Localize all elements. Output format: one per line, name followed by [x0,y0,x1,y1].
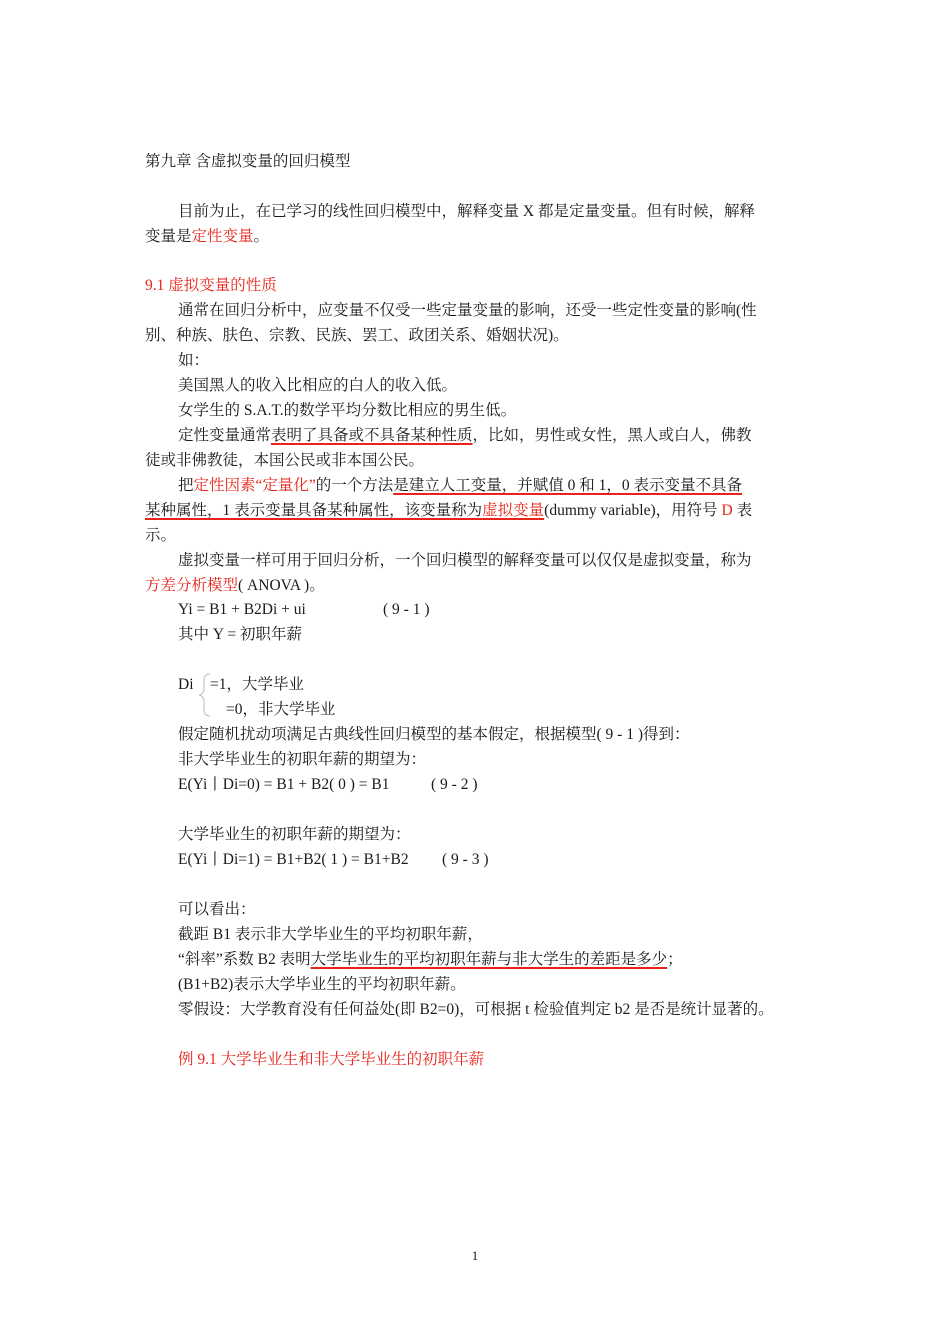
p1-line-1: 通常在回归分析中，应变量不仅受一些定量变量的影响，还受一些定性变量的影响(性 [178,302,757,319]
example-title: 例 9.1 大学毕业生和非大学毕业生的初职年薪 [178,1051,485,1068]
conclusion-1: 截距 B1 表示非大学毕业生的平均初职年薪， [178,926,483,943]
underlined-phrase: 大学毕业生的平均初职年薪与非大学生的差距是多少 [310,951,668,968]
example-1: 美国黑人的收入比相应的白人的收入低。 [178,377,458,394]
nongrad-expectation-label: 非大学毕业生的初职年薪的期望为： [178,751,427,768]
p3-line-3: 示。 [145,527,177,544]
equation-9-1-number: ( 9 - 1 ) [383,601,430,618]
equation-9-3-number: ( 9 - 3 ) [442,851,489,868]
intro-line-1: 目前为止，在已学习的线性回归模型中，解释变量 X 都是定量变量。但有时候，解释 [178,203,755,220]
null-hypothesis: 零假设：大学教育没有任何益处(即 B2=0)，可根据 t 检验值判定 b2 是否是统计显著的。 [178,1001,774,1018]
equation-9-3: E(Yi丨Di=1) = B1+B2( 1 ) = B1+B2 [178,851,409,868]
p4-line-1: 虚拟变量一样可用于回归分析，一个回归模型的解释变量可以仅仅是虚拟变量，称为 [178,552,752,569]
dummy-variable-term: 虚拟变量 [482,502,545,519]
p2-line-2: 徒或非佛教徒，本国公民或非本国公民。 [145,452,425,469]
symbol-d: D [721,502,733,519]
p1-line-2: 别、种族、肤色、宗教、民族、罢工、政团关系、婚姻状况)。 [145,327,569,344]
section-heading: 9.1 虚拟变量的性质 [145,277,277,294]
chapter-title: 第九章 含虚拟变量的回归模型 [145,153,351,170]
equation-9-2-number: ( 9 - 2 ) [431,776,478,793]
intro-line-2: 变量是定性变量。 [145,228,270,245]
grad-expectation-label: 大学毕业生的初职年薪的期望为： [178,826,411,843]
conclusion-3: (B1+B2)表示大学毕业生的平均初职年薪。 [178,976,466,993]
conclusion-2: “斜率”系数 B2 表明大学毕业生的平均初职年薪与非大学生的差距是多少； [178,951,683,968]
di-case-1: =1，大学毕业 [210,676,304,693]
p4-line-2: 方差分析模型( ANOVA )。 [145,577,325,594]
underlined-phrase: 是建立人工变量，并赋值 0 和 1，0 表示变量不具备 [393,477,743,494]
qualitative-variable-term: 定性变量 [191,228,254,245]
where-y-definition: 其中 Y = 初职年薪 [178,626,302,643]
p3-line-2: 某种属性，1 表示变量具备某种属性，该变量称为虚拟变量(dummy variable)，用符号 D 表 [145,502,753,519]
example-2: 女学生的 S.A.T.的数学平均分数比相应的男生低。 [178,402,517,419]
equation-9-2: E(Yi丨Di=0) = B1 + B2( 0 ) = B1 [178,776,390,793]
p2-line-1: 定性变量通常表明了具备或不具备某种性质，比如，男性或女性，黑人或白人，佛教 [178,427,752,444]
quantify-term: 定性因素“定量化” [193,477,316,494]
equation-9-1: Yi = B1 + B2Di + ui [178,601,306,618]
anova-term: 方差分析模型 [145,577,239,594]
conclusion-label: 可以看出： [178,901,256,918]
assumption-text: 假定随机扰动项满足古典线性回归模型的基本假定，根据模型( 9 - 1 )得到： [178,726,690,743]
underlined-phrase: 表明了具备或不具备某种性质 [271,427,473,444]
page-number: 1 [471,1248,479,1263]
di-label: Di [178,676,194,693]
p3-line-1: 把定性因素“定量化”的一个方法是建立人工变量，并赋值 0 和 1，0 表示变量不具备 [178,477,743,494]
underlined-phrase: 某种属性，1 表示变量具备某种属性，该变量称为虚拟变量 [145,502,545,519]
examples-label: 如： [178,352,210,369]
di-case-2: =0，非大学毕业 [226,701,336,718]
